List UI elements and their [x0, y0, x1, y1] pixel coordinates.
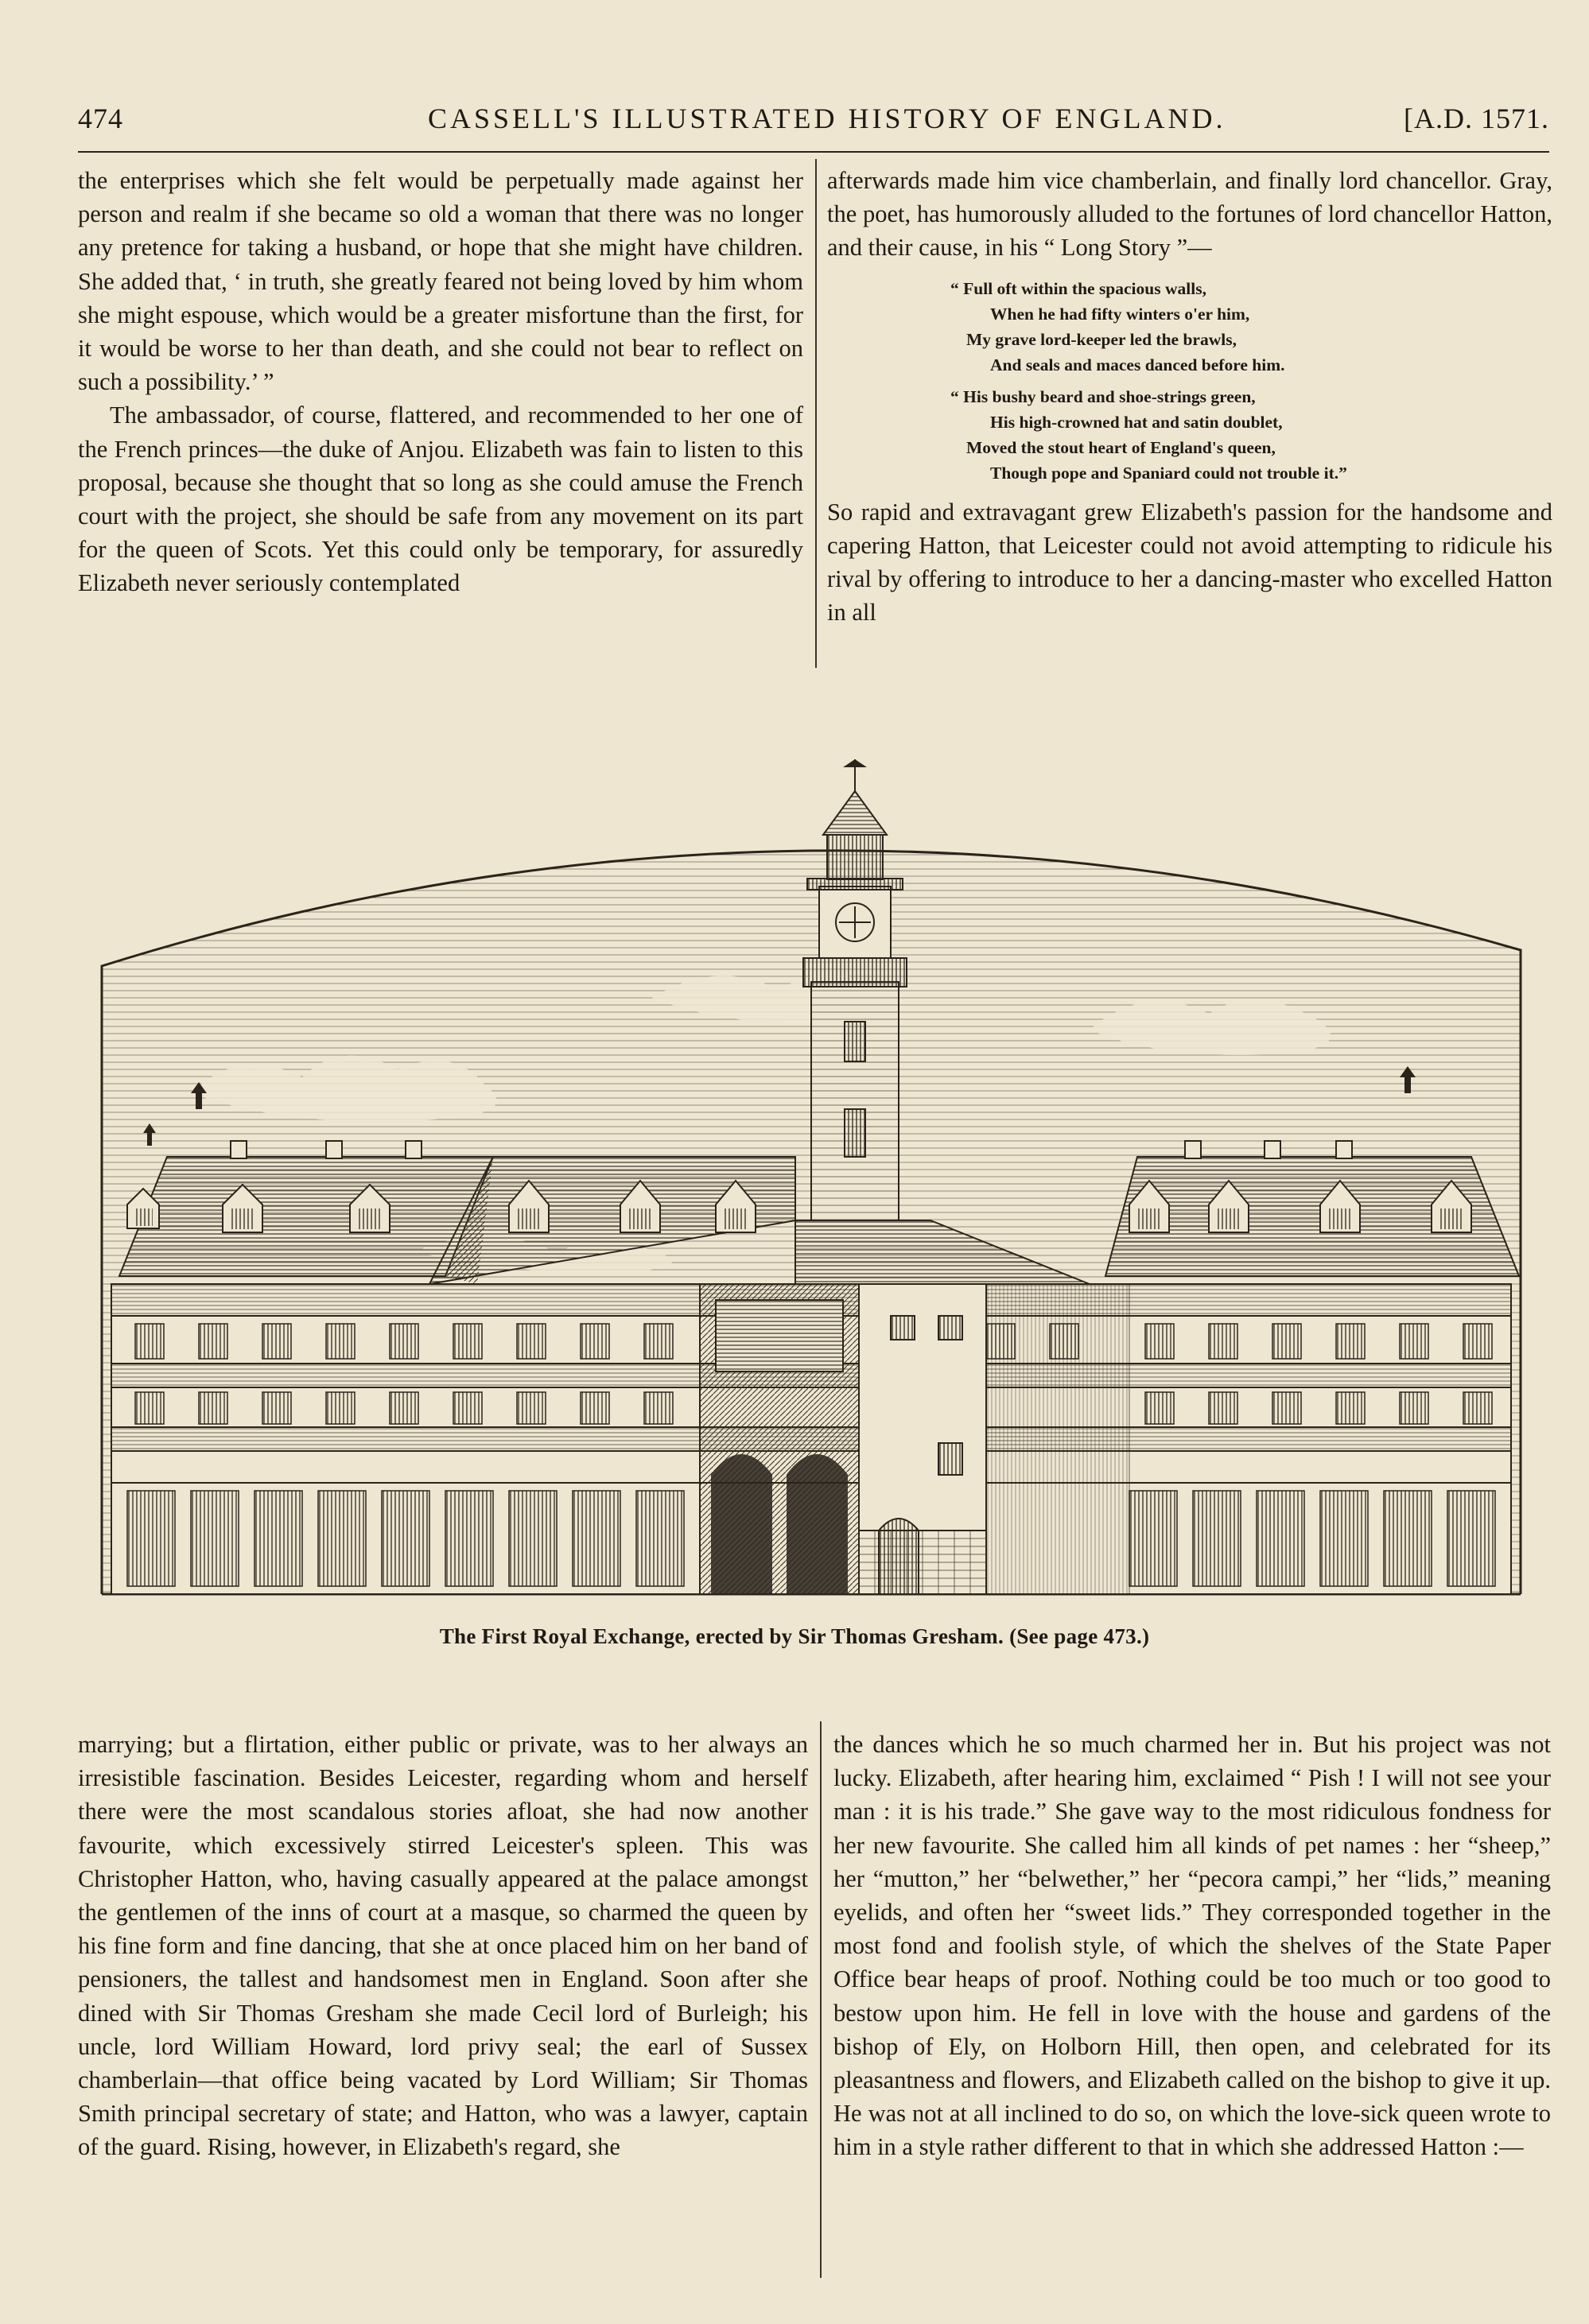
- paragraph: The ambassador, of course, flattered, and recommended to her one of the French princes—the duke of Anjou. Elizabeth was fain to listen to this proposal, because she thought that so long as she could amuse the French court with the project, she should be safe from any movement on its part for the queen of Scots. Yet this could only be temporary, for assuredly Elizabeth never seriously contemplated: [78, 402, 803, 597]
- paragraph: the dances which he so much charmed her in. But his project was not lucky. Elizabeth, after hearing him, exclaimed “ Pish ! I will not see your man : it is his trade.” She gave way to the most ridiculous fondness for her new favourite. She called him all kinds of pet names : her “sheep,” her “mutton,” her “belwether,” her “pecora campi,” her “lids,” meaning eyelids, and often her “sweet lids.” They corresponded together in the most fond and foolish style, of which the shelves of the State Paper Office bear heaps of proof. Nothing could be too much or too good to bestow upon him. He fell in love with the house and gardens of the bishop of Ely, on Holborn Hill, then open, and celebrated for its pleasantness and flowers, and Elizabeth called on the bishop to give it up. He was not at all inclined to do so, on which the love-sick queen wrote to him in a style rather different to that in which she addressed Hatton :—: [833, 1731, 1551, 2161]
- paragraph: marrying; but a flirtation, either public or private, was to her always an irresistible fascination. Besides Leicester, regarding whom and herself there were the most scandalous stories afloat, she had now another favourite, which excessively stirred Leicester's spleen. This was Christopher Hatton, who, having casually appeared at the palace amongst the gentlemen of the inns of court at a masque, so charmed the queen by his fine form and fine dancing, that she at once placed him on her band of pensioners, the tallest and handsomest men in England. Soon after she dined with Sir Thomas Gresham she made Cecil lord of Burleigh; his uncle, lord William Howard, lord privy seal; the earl of Sussex chamberlain—that office being vacated by Lord William; Sir Thomas Smith principal secretary of state; and Hatton, who was a lawyer, captain of the guard. Rising, however, in Elizabeth's regard, she: [78, 1731, 808, 2161]
- running-title: CASSELL'S ILLUSTRATED HISTORY OF ENGLAND.: [428, 103, 1226, 134]
- paragraph: the enterprises which she felt would be perpetually made against her person and realm if she became so old a woman that there was no longer any pretence for taking a husband, or hope that she might have children. She added that, ‘ in truth, she greatly feared not being loved by him whom she might espouse, which would be a greater misfortune than the first, for it would be worse to her than death, and she could not bear to reflect on such a possibility.’ ”: [78, 167, 803, 396]
- paragraph: So rapid and extravagant grew Elizabeth's passion for the handsome and capering Hatton, that Leicester could not avoid attempting to ridicule his rival by offering to introduce to her a dancing-master who excelled Hatton in all: [827, 498, 1552, 627]
- royal-exchange-engraving: [95, 759, 1527, 1602]
- page-number: 474: [78, 103, 123, 134]
- verse-line: Moved the stout heart of England's queen,: [966, 437, 1276, 457]
- verse-line: And seals and maces danced before him.: [990, 355, 1285, 374]
- text-column-bottom-right: [833, 1728, 1551, 2164]
- verse-line: My grave lord-keeper led the brawls,: [966, 329, 1237, 349]
- text-column-top-right: [827, 164, 1552, 629]
- column-divider: [820, 1721, 822, 2278]
- paragraph: afterwards made him vice chamberlain, and finally lord chancellor. Gray, the poet, has humorously alluded to the fortunes of lord chancellor Hatton, and their cause, in his “ Long Story ”—: [827, 167, 1552, 262]
- verse-line: His high-crowned hat and satin doublet,: [990, 412, 1283, 432]
- verse-line: Though pope and Spaniard could not trouble it.”: [990, 463, 1347, 483]
- verse-line: “ His bushy beard and shoe-strings green,: [950, 386, 1256, 406]
- verse-line: “ Full oft within the spacious walls,: [950, 278, 1206, 298]
- running-head: [78, 102, 1549, 140]
- text-column-top-left: [78, 164, 803, 600]
- verse-line: When he had fifty winters o'er him,: [990, 304, 1250, 324]
- text-column-bottom-left: [78, 1728, 808, 2164]
- column-divider: [815, 159, 817, 668]
- date-reference: [A.D. 1571.: [1404, 103, 1549, 134]
- figure-caption: The First Royal Exchange, erected by Sir Thomas Gresham. (See page 473.): [439, 1624, 1150, 1648]
- header-rule: [78, 151, 1549, 153]
- poem-quotation: [827, 276, 1552, 486]
